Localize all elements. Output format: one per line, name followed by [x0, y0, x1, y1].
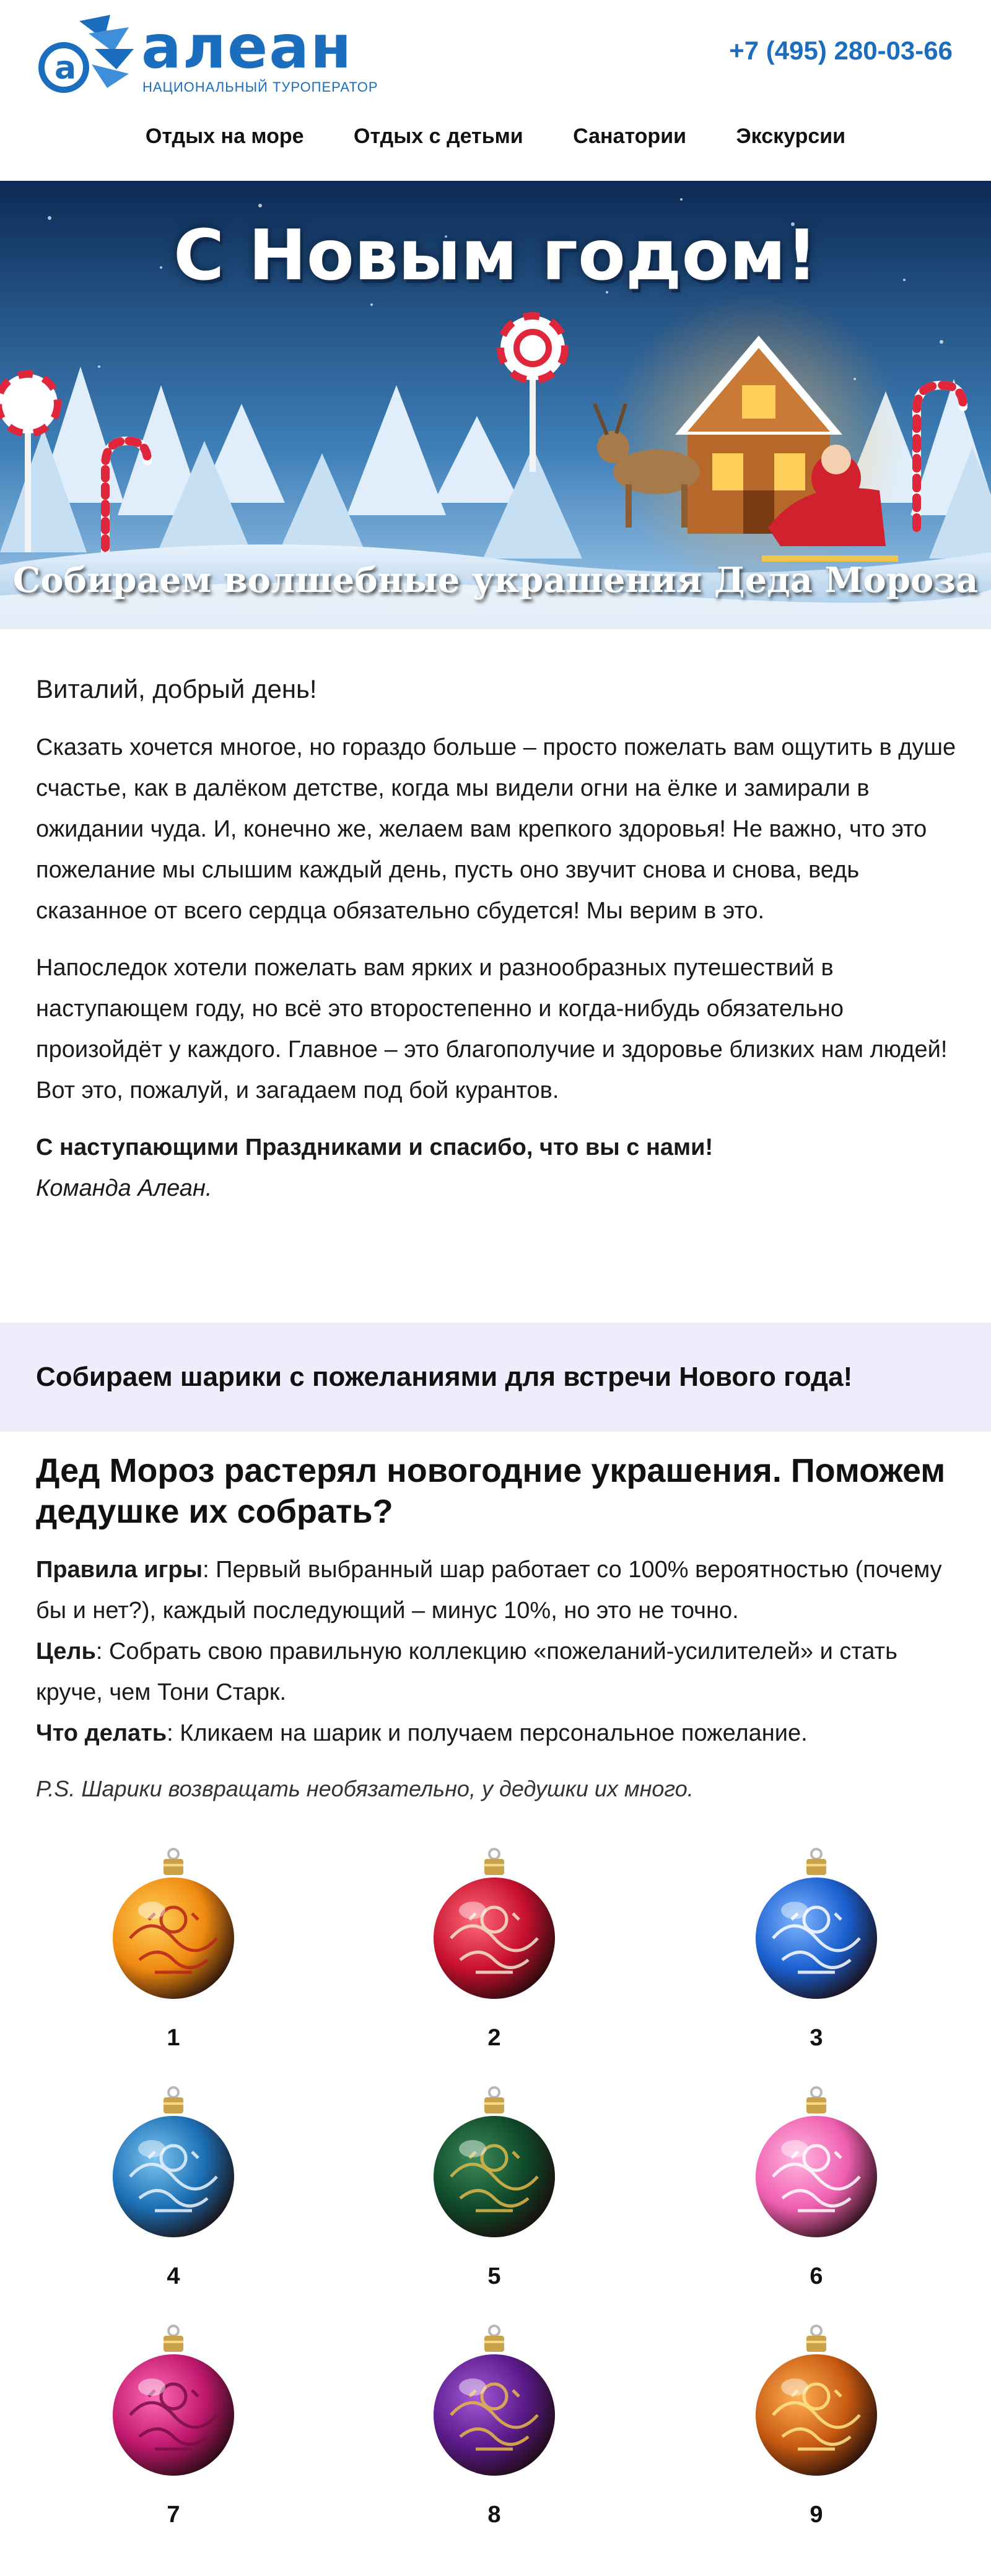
rules-label: Правила игры — [36, 1557, 203, 1583]
ornament-number: 2 — [487, 2025, 501, 2051]
letter-paragraph: Сказать хочется многое, но гораздо больше – просто пожелать вам ощутить в душе счастье, как в далёком детстве, когда мы видели огни на ёлке и замирали в ожидании чуда. И, конечно же, желаем вам крепкого здоровья! Не важно, что это пожелание мы слышим каждый день, пусть оно звучит снова и снова, ведь сказанное от всего сердца обязательно сбудется! Мы верим в это. — [36, 734, 956, 924]
ornament-ball-7[interactable] — [99, 2322, 248, 2533]
signature: Команда Алеан. — [36, 1175, 212, 1201]
alean-logo-icon — [36, 15, 135, 95]
ornament-ball-8[interactable] — [420, 2322, 569, 2533]
goal-line — [36, 1631, 965, 1713]
ornament-number: 4 — [167, 2263, 180, 2289]
game-title: Дед Мороз растерял новогодние украшения. Поможем дедушке их собрать? — [36, 1452, 946, 1530]
game-section — [36, 1450, 965, 1809]
nav-item-sea[interactable]: Отдых на море — [145, 124, 304, 148]
christmas-ornament-icon — [754, 2084, 878, 2251]
todo-line — [36, 1713, 965, 1754]
ornament-number: 6 — [810, 2263, 823, 2289]
goal-label: Цель — [36, 1638, 96, 1664]
phone-link[interactable]: +7 (495) 280-03-66 — [729, 36, 953, 65]
ornament-number: 7 — [167, 2502, 180, 2528]
christmas-ornament-icon — [754, 2322, 878, 2489]
ornament-number: 9 — [810, 2502, 823, 2528]
logo-wordmark: алеан — [141, 12, 353, 82]
svg-text:a: a — [55, 50, 77, 87]
nav-item-excursions[interactable]: Экскурсии — [736, 124, 846, 148]
todo-label: Что делать — [36, 1720, 167, 1746]
header — [0, 0, 991, 180]
banner-title: С Новым годом! — [173, 215, 818, 296]
christmas-ornament-icon — [111, 2322, 235, 2489]
ornament-ball-9[interactable] — [742, 2322, 891, 2533]
goal-text: : Собрать свою правильную коллекцию «пожеланий-усилителей» и стать круче, чем Тони Старк. — [36, 1638, 897, 1705]
ornament-ball-1[interactable] — [99, 1845, 248, 2056]
ornament-ball-3[interactable] — [742, 1845, 891, 2056]
closing-line: С наступающими Праздниками и спасибо, что вы с нами! — [36, 1134, 714, 1160]
ornament-number: 8 — [487, 2502, 501, 2528]
christmas-ornament-icon — [111, 2084, 235, 2251]
banner-subtitle: Собираем волшебные украшения Деда Мороза — [12, 560, 979, 601]
letter-body — [36, 669, 959, 1209]
logo[interactable] — [36, 12, 378, 95]
christmas-ornament-icon — [111, 1845, 235, 2012]
ornament-ball-4[interactable] — [99, 2084, 248, 2294]
rules-line — [36, 1549, 965, 1631]
rules-text: : Первый выбранный шар работает со 100% вероятностью (почему бы и нет?), каждый последующий – минус 10%, но это не точно. — [36, 1557, 942, 1624]
ornament-ball-6[interactable] — [742, 2084, 891, 2294]
promo-strip — [0, 1323, 991, 1432]
ps-note: P.S. Шарики возвращать необязательно, у дедушки их много. — [36, 1776, 694, 1801]
letter-paragraph: Напоследок хотели пожелать вам ярких и разнообразных путешествий в наступающем году, но всё это второстепенно и когда-нибудь обязательно произойдёт у каждого. Главное – это благополучие и здоровье близких нам людей! Вот это, пожалуй, и загадаем под бой курантов. — [36, 955, 948, 1103]
ornament-number: 3 — [810, 2025, 823, 2051]
main-nav — [0, 118, 991, 155]
holiday-banner[interactable] — [0, 181, 991, 629]
ornament-number: 1 — [167, 2025, 180, 2051]
promo-strip-text: Собираем шарики с пожеланиями для встречи Нового года! — [36, 1362, 853, 1392]
ornament-ball-5[interactable] — [420, 2084, 569, 2294]
ornament-ball-2[interactable] — [420, 1845, 569, 2056]
logo-tagline: НАЦИОНАЛЬНЫЙ ТУРОПЕРАТОР — [142, 79, 378, 95]
christmas-ornament-icon — [754, 1845, 878, 2012]
ornament-grid — [0, 1845, 991, 2576]
greeting: Виталий, добрый день! — [36, 674, 317, 703]
christmas-ornament-icon — [432, 2084, 556, 2251]
game-rules — [36, 1549, 965, 1809]
nav-item-sanatoriums[interactable]: Санатории — [573, 124, 686, 148]
christmas-ornament-icon — [432, 1845, 556, 2012]
nav-item-kids[interactable]: Отдых с детьми — [354, 124, 523, 148]
christmas-ornament-icon — [432, 2322, 556, 2489]
todo-text: : Кликаем на шарик и получаем персональное пожелание. — [167, 1720, 808, 1746]
ornament-number: 5 — [487, 2263, 501, 2289]
